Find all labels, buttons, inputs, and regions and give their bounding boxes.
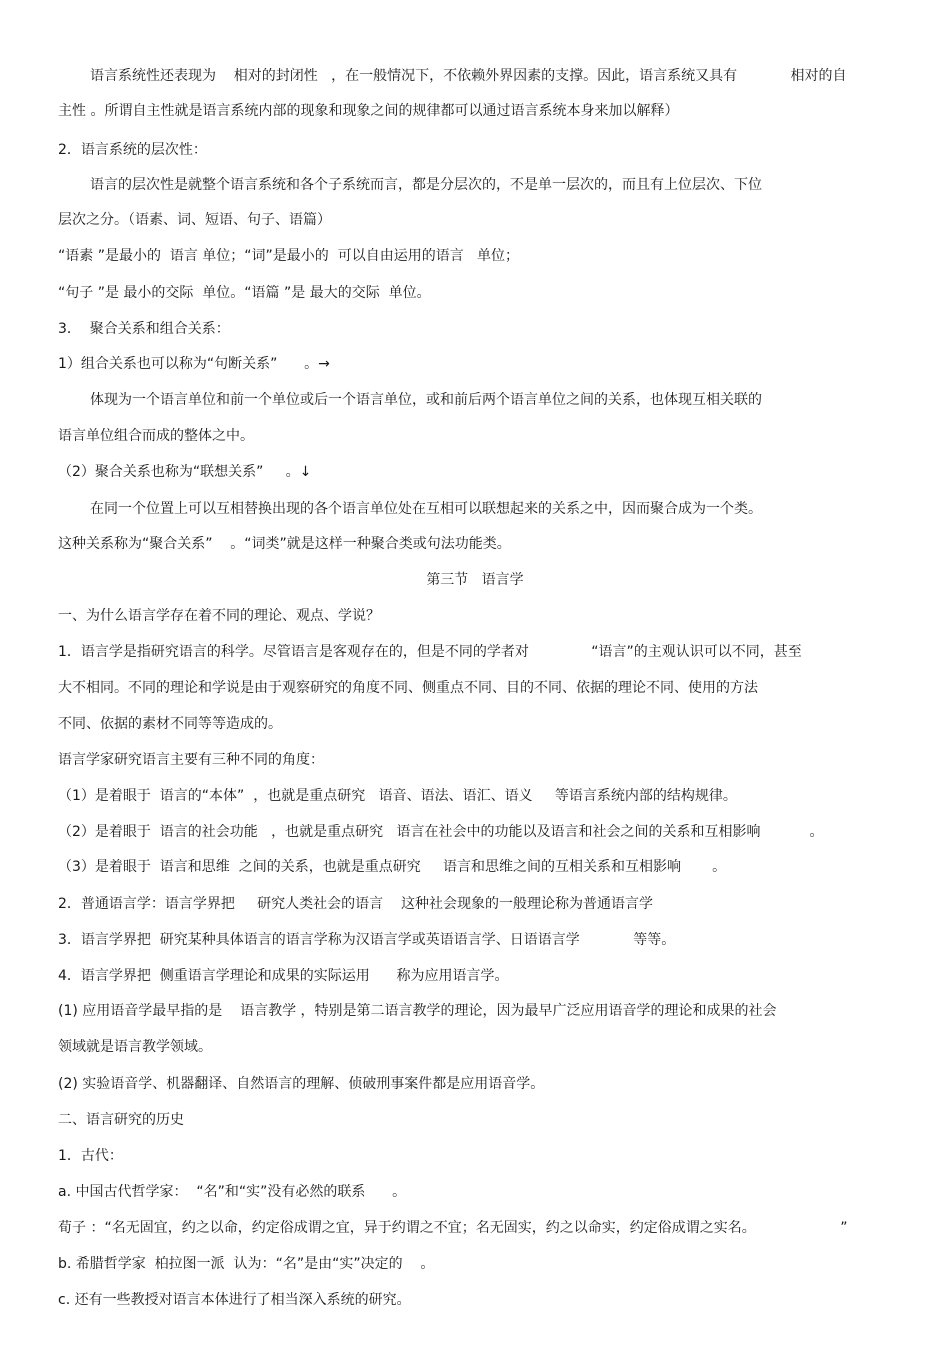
paragraph-line: “句子 ”是 最小的交际 单位。“语篇 ”是 最大的交际 单位。: [58, 285, 431, 301]
paragraph-line: 1．语言学是指研究语言的科学。尽管语言是客观存在的，但是不同的学者对 “语言”的主观认识可以不同，甚至: [58, 644, 802, 660]
quote-line: 荀子 ：“名无固宜，约之以命，约定俗成谓之宜，异于约谓之不宜；名无固实，约之以命实，约定俗成谓之实名。 ”: [58, 1220, 848, 1236]
paragraph-line: 不同、依据的素材不同等等造成的。: [58, 716, 282, 732]
list-item: （2）聚合关系也称为“联想关系” 。↓: [58, 464, 312, 480]
section-heading: 二、语言研究的历史: [58, 1112, 184, 1128]
section-heading: 2．语言系统的层次性：: [58, 142, 207, 158]
section-heading: 3． 聚合关系和组合关系：: [58, 321, 230, 337]
list-item: （1）是着眼于 语言的“本体” ，也就是重点研究 语音、语法、语汇、语义 等语言系统内部的结构规律。: [58, 788, 737, 804]
paragraph-line: 领域就是语言教学领域。: [58, 1039, 212, 1055]
list-item: b. 希腊哲学家 柏拉图一派 认为：“名”是由“实”决定的 。: [58, 1256, 435, 1272]
paragraph-line: 语言系统性还表现为 相对的封闭性 ，在一般情况下，不依赖外界因素的支撑。因此，语言系统又具有 相对的自: [90, 68, 847, 84]
list-item: （2）是着眼于 语言的社会功能 ，也就是重点研究 语言在社会中的功能以及语言和社会之间的关系和互相影响 。: [58, 824, 824, 840]
list-item: a. 中国古代哲学家： “名”和“实”没有必然的联系 。: [58, 1184, 407, 1200]
list-item: (1) 应用语音学最早指的是 语言教学 ，特别是第二语言教学的理论，因为最早广泛应用语音学的理论和成果的社会: [58, 1003, 777, 1019]
paragraph-line: “语素 ”是最小的 语言 单位；“词”是最小的 可以自由运用的语言 单位；: [58, 248, 520, 264]
list-item: (2) 实验语音学、机器翻译、自然语言的理解、侦破刑事案件都是应用语音学。: [58, 1076, 545, 1092]
list-item: 4．语言学界把 侧重语言学理论和成果的实际运用 称为应用语言学。: [58, 968, 509, 984]
paragraph-line: 语言学家研究语言主要有三种不同的角度：: [58, 752, 324, 768]
paragraph-line: 主性 。所谓自主性就是语言系统内部的现象和现象之间的规律都可以通过语言系统本身来加以解释）: [58, 103, 679, 119]
paragraph-line: 语言的层次性是就整个语言系统和各个子系统而言，都是分层次的，不是单一层次的，而且有上位层次、下位: [90, 177, 762, 193]
paragraph-line: 在同一个位置上可以互相替换出现的各个语言单位处在互相可以联想起来的关系之中，因而聚合成为一个类。: [90, 501, 762, 517]
list-item: c. 还有一些教授对语言本体进行了相当深入系统的研究。: [58, 1292, 411, 1308]
paragraph-line: 体现为一个语言单位和前一个单位或后一个语言单位，或和前后两个语言单位之间的关系，也体现互相关联的: [90, 392, 762, 408]
section-heading: 一、为什么语言学存在着不同的理论、观点、学说？: [58, 608, 380, 624]
paragraph-line: 语言单位组合而成的整体之中。: [58, 428, 254, 444]
paragraph-line: 大不相同。不同的理论和学说是由于观察研究的角度不同、侧重点不同、目的不同、依据的理论不同、使用的方法: [58, 680, 758, 696]
list-item: 1）组合关系也可以称为“句断关系” 。→: [58, 356, 330, 372]
list-item: 2．普通语言学：语言学界把 研究人类社会的语言 这种社会现象的一般理论称为普通语言学: [58, 896, 653, 912]
paragraph-line: 这种关系称为“聚合关系” 。“词类”就是这样一种聚合类或句法功能类。: [58, 536, 511, 552]
list-item: 3．语言学界把 研究某种具体语言的语言学称为汉语言学或英语语言学、日语语言学 等等。: [58, 932, 676, 948]
list-item: 1．古代：: [58, 1148, 123, 1164]
section-title: 第三节 语言学: [426, 572, 524, 588]
paragraph-line: 层次之分。（语素、词、短语、句子、语篇）: [58, 212, 331, 228]
list-item: （3）是着眼于 语言和思维 之间的关系，也就是重点研究 语言和思维之间的互相关系和互相影响 。: [58, 859, 727, 875]
